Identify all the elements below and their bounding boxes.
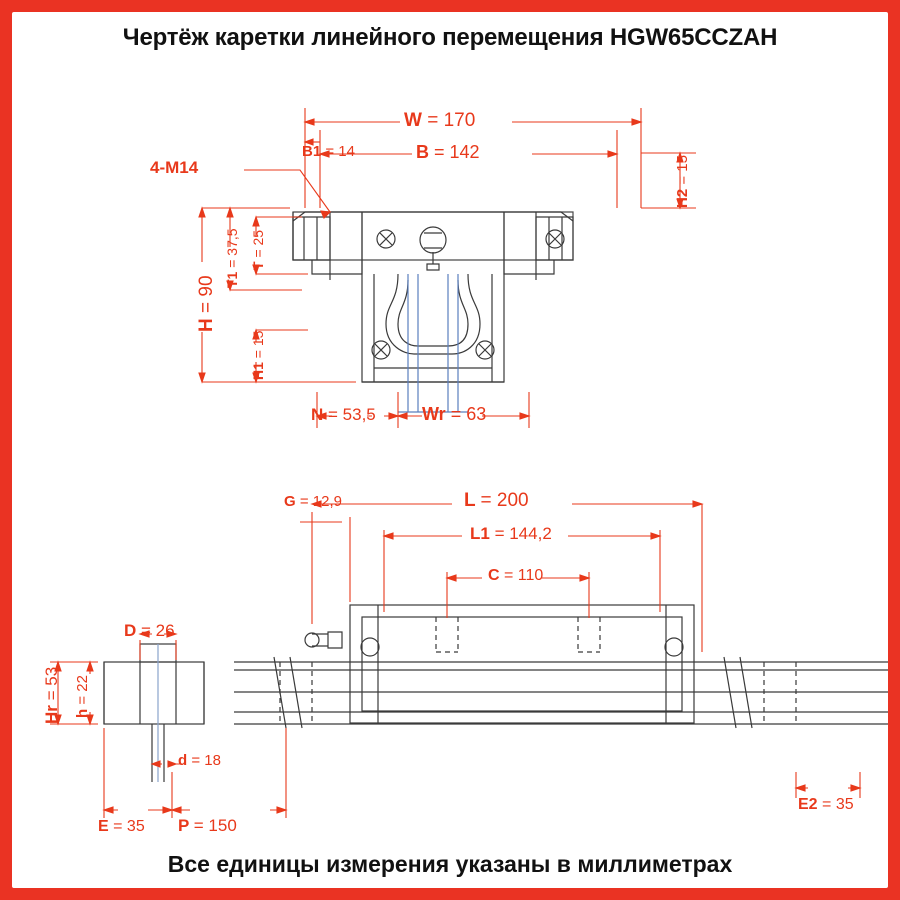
dim-label-H: H = 90 — [196, 275, 217, 332]
callout-4-M14: 4-M14 — [150, 158, 199, 177]
dim-label-d: d = 18 — [178, 752, 221, 769]
dim-label-B1: B1 = 14 — [302, 143, 355, 160]
units-note: Все единицы измерения указаны в миллиметрах — [167, 851, 733, 877]
dim-label-E-right: E2 = 35 — [798, 796, 854, 813]
dim-label-h: h = 22 — [74, 675, 91, 718]
dim-label-H1: H1 = 15 — [250, 330, 266, 380]
dim-label-N: N = 53,5 — [311, 405, 376, 424]
dim-label-L1: L1 = 144,2 — [470, 524, 552, 543]
page-title: Чертёж каретки линейного перемещения HGW65CCZAH — [122, 24, 778, 51]
dim-label-L: L = 200 — [464, 490, 529, 511]
dim-label-Wr: Wr = 63 — [422, 404, 487, 424]
dim-label-E-left: E = 35 — [98, 818, 145, 835]
dim-label-P: P = 150 — [178, 816, 237, 835]
dim-label-W: W = 170 — [404, 110, 476, 131]
dim-label-T: T = 25 — [250, 229, 266, 270]
dim-label-D: D = 26 — [124, 621, 175, 640]
dim-label-B: B = 142 — [416, 142, 480, 162]
dim-label-H2: H2 = 15 — [674, 155, 691, 208]
dim-label-Hr: Hr = 53 — [42, 666, 61, 724]
dim-label-T1: T1 = 37,5 — [224, 228, 240, 288]
dim-label-G: G = 12,9 — [284, 493, 342, 510]
dim-label-C: C = 110 — [488, 567, 544, 584]
drawing-frame — [12, 12, 888, 888]
technical-drawing — [12, 12, 888, 888]
